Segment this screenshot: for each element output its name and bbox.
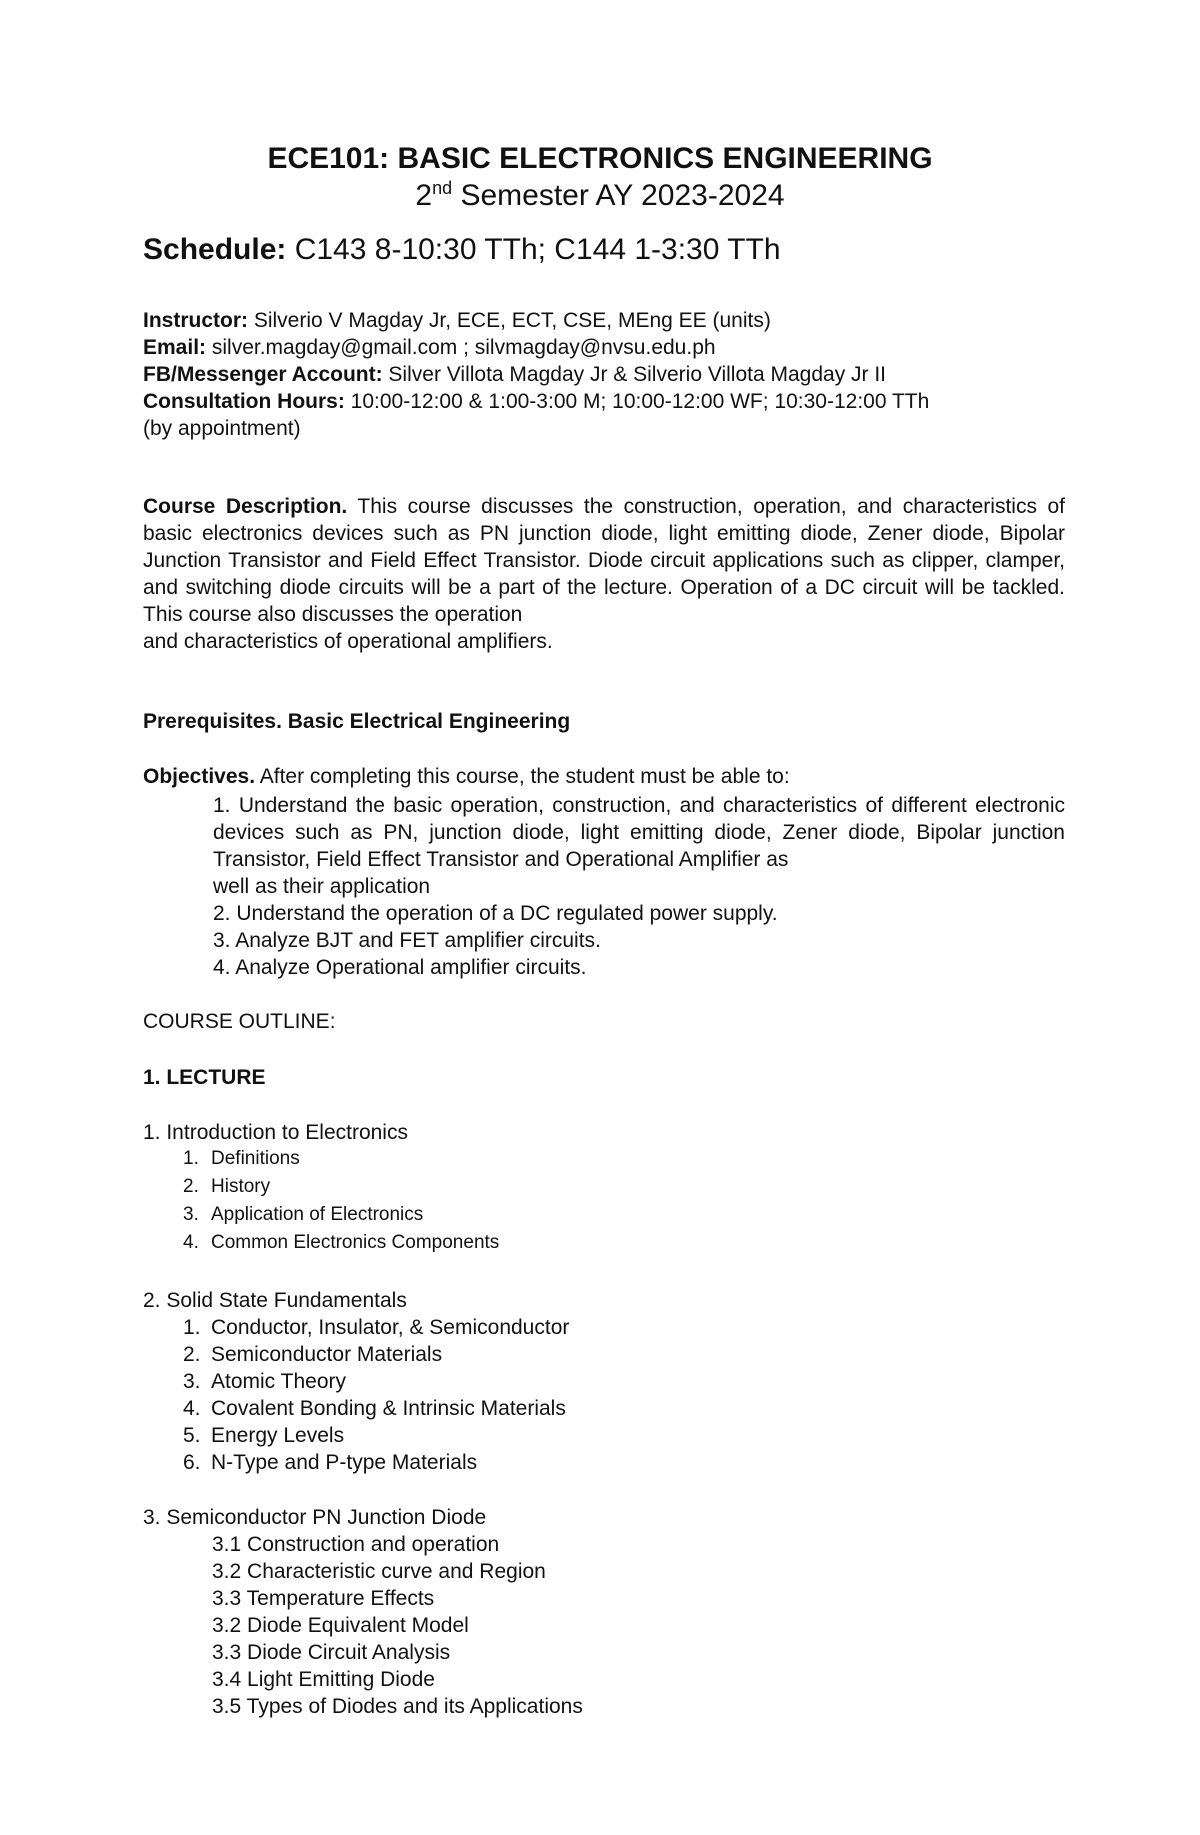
outline-item: 3.3 Temperature Effects [212,1587,435,1610]
outline-item: 1. Conductor, Insulator, & Semiconductor [183,1316,570,1339]
outline-item: 3.2 Characteristic curve and Region [212,1560,546,1583]
outline-item: 3.5 Types of Diodes and its Applications [212,1695,583,1718]
outline-item: 2. History [183,1176,271,1197]
fb-label: FB/Messenger Account: [143,363,383,386]
description-text: This course discusses the construction, operation, and characteristics of basic electronics devices such as PN junction diode, light emitting diode, Zener diode, Bipolar Junction Transistor and Field Effect Transistor. Diode circuit applications such as clipper, clamper, and switching diode circuits will be a part of the lecture. Operation of a DC circuit will be tackled. This course also discusses the operation [143,495,1065,626]
email-label: Email: [143,336,207,359]
prerequisites-line [143,710,570,734]
outline-section-title: 2. Solid State Fundamentals [143,1289,407,1312]
prerequisites-label: Prerequisites. [143,710,282,733]
course-description [143,493,1065,655]
course-title: ECE101: BASIC ELECTRONICS ENGINEERING [267,142,933,175]
consultation-note: (by appointment) [143,417,301,440]
semester-ordinal: 2 [415,179,433,212]
outline-item: 4. Covalent Bonding & Intrinsic Materials [183,1397,566,1420]
outline-item: 3.3 Diode Circuit Analysis [212,1641,451,1664]
schedule-value: C143 8-10:30 TTh; C144 1-3:30 TTh [286,233,781,266]
schedule-label: Schedule: [143,233,287,266]
outline-item: 5. Energy Levels [183,1424,345,1447]
outline-item: 3. Application of Electronics [183,1204,424,1225]
instructor-label: Instructor: [143,309,248,332]
consultation-label: Consultation Hours: [143,390,345,413]
description-label: Course Description. [143,495,348,518]
fb-line [143,363,886,387]
outline-item: 4. Common Electronics Components [183,1232,500,1253]
prerequisites-value: Basic Electrical Engineering [281,710,571,733]
outline-item: 3.4 Light Emitting Diode [212,1668,435,1691]
schedule-line [143,233,781,267]
objective-item: 2. Understand the operation of a DC regulated power supply. [213,902,778,925]
consultation-line [143,390,929,414]
objectives-label: Objectives. [143,765,256,788]
objectives-list [213,792,1065,981]
outline-item: 6. N-Type and P-type Materials [183,1451,478,1474]
email-value: silver.magday@gmail.com ; silvmagday@nvsu.edu.ph [206,336,716,359]
outline-item: 3. Atomic Theory [183,1370,346,1393]
outline-section-title: 1. Introduction to Electronics [143,1121,408,1144]
lecture-heading: 1. LECTURE [143,1066,266,1089]
objectives-line [143,765,790,789]
outline-item: 2. Semiconductor Materials [183,1343,443,1366]
instructor-value: Silverio V Magday Jr, ECE, ECT, CSE, MEng EE (units) [248,309,771,332]
semester-line [0,178,1200,213]
fb-value: Silver Villota Magday Jr & Silverio Villota Magday Jr II [382,363,887,386]
outline-item: 1. Definitions [183,1148,300,1169]
semester-rest: Semester AY 2023-2024 [452,179,785,212]
consultation-value: 10:00-12:00 & 1:00-3:00 M; 10:00-12:00 WF; 10:30-12:00 TTh [344,390,930,413]
email-line [143,336,716,360]
instructor-line [143,309,771,333]
objective-item: 1. Understand the basic operation, construction, and characteristics of different electronic devices such as PN, junction diode, light emitting diode, Zener diode, Bipolar junction Transistor, Field Effect Transistor and Operational Amplifier as [213,794,1065,871]
outline-section-title: 3. Semiconductor PN Junction Diode [143,1506,487,1529]
objectives-intro: After completing this course, the student must be able to: [255,765,790,788]
description-last-line: and characteristics of operational amplifiers. [143,630,553,653]
objective-item: well as their application [213,875,431,898]
outline-item: 3.2 Diode Equivalent Model [212,1614,469,1637]
course-outline-heading: COURSE OUTLINE: [143,1010,336,1033]
objective-item: 3. Analyze BJT and FET amplifier circuits. [213,929,601,952]
objective-item: 4. Analyze Operational amplifier circuits. [213,956,587,979]
semester-suffix: nd [432,178,453,198]
outline-item: 3.1 Construction and operation [212,1533,500,1556]
